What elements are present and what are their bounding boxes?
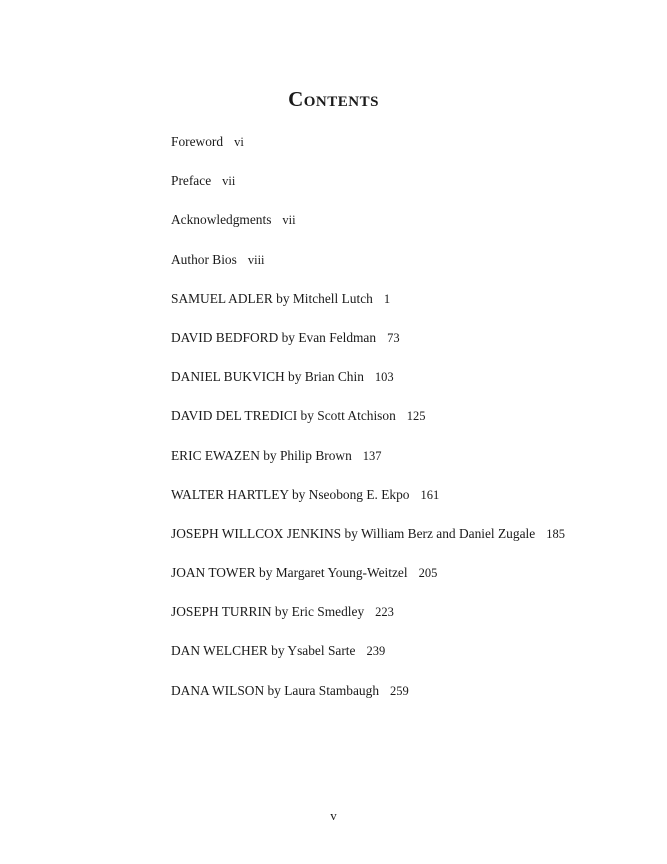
toc-entry-title: SAMUEL ADLER by Mitchell Lutch [171,290,373,306]
toc-entry [171,446,565,485]
toc-entry-title: DAVID DEL TREDICI by Scott Atchison [171,408,396,424]
toc-entry [171,641,565,680]
toc-entry-title: Foreword [171,134,224,149]
toc-entry [171,171,565,210]
toc-entry-page: viii [247,252,265,267]
toc-entry-page: 73 [387,330,400,345]
toc-entry-title: JOAN TOWER by Margaret Young-Weitzel [171,565,408,581]
toc-entry [171,524,565,563]
toc-entry-title: ERIC EWAZEN by Philip Brown [171,447,352,463]
toc-entry-page: 103 [374,370,394,385]
toc-entry-page: 239 [366,644,386,659]
toc-entry-page: 205 [418,566,438,581]
toc-entry-page: 259 [390,683,409,698]
toc-entry-title: JOSEPH WILLCOX JENKINS by William Berz and Daniel Zugale [171,525,536,541]
toc-entry [171,406,565,445]
toc-entry-page: 161 [420,487,440,502]
toc-entry-title: DANA WILSON by Laura Stambaugh [171,682,380,698]
toc-entry-page: 223 [375,605,394,620]
toc-entry-title: Author Bios [171,251,237,267]
toc-entry [171,289,565,328]
toc-entry-page: 185 [546,526,565,541]
toc-entry-page: 137 [362,448,382,463]
toc-entry [171,250,565,289]
toc-entry-title: JOSEPH TURRIN by Eric Smedley [171,604,365,620]
toc-entry [171,328,565,367]
toc-entry-title: Preface [171,173,212,189]
toc-entry-page: vi [234,135,244,149]
toc-entry-title: WALTER HARTLEY by Nseobong E. Ekpo [171,486,410,502]
toc-entry-title: DAN WELCHER by Ysabel Sarte [171,643,356,659]
table-of-contents [171,132,565,720]
toc-entry-page: 125 [406,409,426,424]
toc-entry [171,563,565,602]
toc-entry-title: DANIEL BUKVICH by Brian Chin [171,369,364,385]
page-number: v [330,808,337,823]
toc-entry-page: vii [282,213,296,228]
toc-entry-page: vii [222,174,236,189]
toc-entry [171,210,565,249]
toc-entry [171,367,565,406]
toc-entry [171,681,565,720]
toc-entry [171,132,565,171]
toc-entry-page: 1 [383,291,391,306]
toc-entry-title: DAVID BEDFORD by Evan Feldman [171,329,377,345]
toc-entry [171,602,565,641]
toc-entry [171,485,565,524]
page-title: Contents [288,87,379,112]
toc-entry-title: Acknowledgments [171,212,272,228]
